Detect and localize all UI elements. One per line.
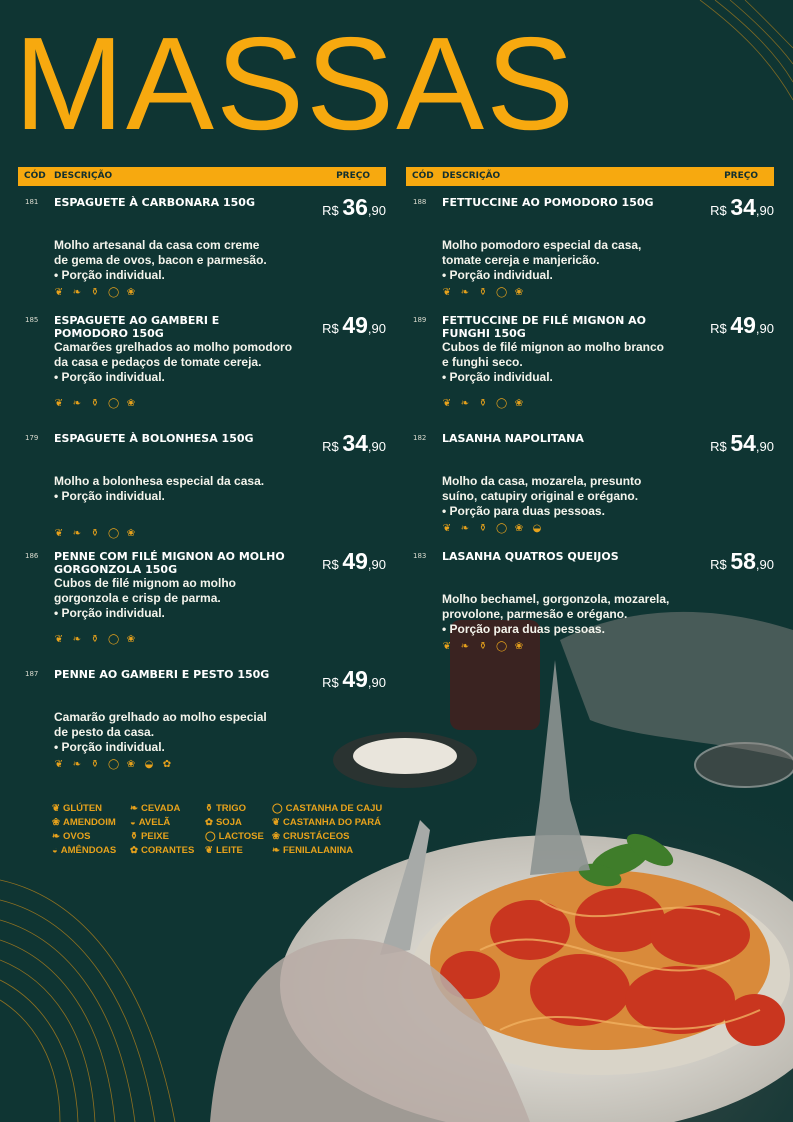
price-decimal: ,90 [755,321,774,336]
description-line: • Porção para duas pessoas. [442,504,605,518]
price-currency: R$ [322,675,343,690]
column-header [18,167,386,186]
legend-item [52,816,130,830]
description-line: Molho artesanal da casa com creme [54,238,260,252]
item-name: FETTUCCINE AO POMODORO 150G [442,196,654,209]
description-line: • Porção individual. [54,740,165,754]
legend-label: AMÊNDOAS [60,845,117,856]
allergen-legend [52,802,392,858]
price-integer: 36 [342,194,368,220]
price-integer: 34 [730,194,756,220]
allergen-icon: ❦ [54,634,64,645]
legend-item [205,830,272,844]
item-price [710,548,774,575]
price-integer: 54 [730,430,756,456]
allergen-icon: ⚱ [478,398,488,409]
header-cod: CÓD [412,171,434,181]
item-price [322,430,386,457]
menu-item [406,422,774,540]
item-price [322,666,386,693]
price-currency: R$ [322,439,343,454]
item-code: 187 [25,670,39,678]
legend-item [272,844,392,858]
allergen-icon: ⚱ [478,523,488,534]
item-price [322,548,386,575]
legend-item [205,844,272,858]
description-line: suíno, catupiry original e orégano. [442,489,639,503]
allergen-icon: ◯ [108,398,120,409]
allergen-icons [442,524,542,534]
allergen-icon: ❀ [514,398,524,409]
legend-label: AMENDOIM [62,817,116,828]
price-currency: R$ [710,557,731,572]
description-line: • Porção individual. [54,268,165,282]
allergen-icon: ❧ [460,398,470,409]
description-line: da casa e pedaços de tomate cereja. [54,355,262,369]
description-line: Camarões grelhados ao molho pomodoro [54,340,293,354]
item-description [442,340,714,385]
allergen-icon: ⚱ [478,287,488,298]
menu-column-right [406,167,774,658]
item-description [442,474,714,519]
legend-label: PEIXE [140,831,169,842]
allergen-icon: ◯ [108,759,120,770]
description-line: Molho bechamel, gorgonzola, mozarela, [442,592,670,606]
description-line: de gema de ovos, bacon e parmesão. [54,253,267,267]
allergen-icon: ⚱ [90,634,100,645]
menu-column-left [18,167,386,776]
peixe-icon: ⚱ [130,831,138,842]
header-desc: DESCRIÇÃO [54,171,113,181]
description-line: Cubos de filé mignon ao molho branco [442,340,665,354]
menu-item [18,186,386,304]
allergen-icons [54,399,136,409]
description-line: • Porção para duas pessoas. [442,622,605,636]
description-line: • Porção individual. [54,370,165,384]
allergen-icon: ⚱ [478,641,488,652]
cevada-icon: ❧ [130,803,138,814]
allergen-icon: ❀ [126,634,136,645]
allergen-icons [54,760,172,770]
price-currency: R$ [710,439,731,454]
item-name: LASANHA NAPOLITANA [442,432,584,445]
legend-label: SOJA [215,817,242,828]
allergen-icon: ❦ [442,523,452,534]
price-decimal: ,90 [367,321,386,336]
legend-label: CASTANHA DE CAJU [285,803,383,814]
legend-item [272,830,392,844]
item-code: 188 [413,198,427,206]
allergen-icon: ❀ [126,759,136,770]
allergen-icons [54,529,136,539]
legend-label: AVELÃ [138,817,171,828]
avela-icon: ◒ [130,817,136,828]
allergen-icon: ❀ [126,287,136,298]
item-code: 185 [25,316,39,324]
legend-label: OVOS [62,831,91,842]
description-line: Molho a bolonhesa especial da casa. [54,474,265,488]
allergen-icon: ⚱ [90,287,100,298]
allergen-icon: ◒ [532,523,542,534]
allergen-icon: ❦ [54,528,64,539]
item-code: 181 [25,198,39,206]
allergen-icon: ❧ [460,641,470,652]
amendoas-icon: ◒ [52,845,58,856]
legend-label: CRUSTÁCEOS [282,831,350,842]
allergen-icons [442,288,524,298]
legend-item [205,802,272,816]
legend-item [205,816,272,830]
ovos-icon: ❧ [52,831,60,842]
description-line: de pesto da casa. [54,725,155,739]
price-currency: R$ [710,321,731,336]
amendoim-icon: ❀ [52,817,60,828]
price-currency: R$ [322,203,343,218]
price-integer: 49 [342,312,368,338]
item-name: PENNE AO GAMBERI E PESTO 150G [54,668,270,681]
item-price [710,312,774,339]
allergen-icon: ✿ [162,759,172,770]
legend-label: CEVADA [140,803,181,814]
allergen-icon: ❧ [72,287,82,298]
item-price [710,430,774,457]
price-decimal: ,90 [367,203,386,218]
allergen-icons [442,399,524,409]
item-price [322,194,386,221]
legend-label: FENILALANINA [282,845,354,856]
allergen-icon: ◯ [496,287,508,298]
description-line: provolone, parmesão e orégano. [442,607,628,621]
item-name: PENNE COM FILÉ MIGNON AO MOLHO GORGONZOLA 150G [54,550,285,576]
allergen-icon: ❀ [126,398,136,409]
item-code: 186 [25,552,39,560]
allergen-icon: ❀ [514,287,524,298]
allergen-icon: ◒ [144,759,154,770]
menu-item [406,540,774,658]
legend-label: LEITE [215,845,243,856]
item-code: 182 [413,434,427,442]
legend-item [130,830,205,844]
allergen-icon: ❀ [126,528,136,539]
price-decimal: ,90 [367,439,386,454]
allergen-icon: ◯ [496,398,508,409]
description-line: Molho da casa, mozarela, presunto [442,474,642,488]
price-integer: 58 [730,548,756,574]
item-price [710,194,774,221]
legend-item [52,830,130,844]
price-integer: 49 [342,548,368,574]
legend-item [272,802,392,816]
description-line: Camarão grelhado ao molho especial [54,710,267,724]
allergen-icon: ◯ [496,641,508,652]
menu-item [406,304,774,422]
item-name: ESPAGUETE AO GAMBERI E POMODORO 150G [54,314,220,340]
item-description [442,592,714,637]
legend-label: GLÚTEN [62,803,103,814]
item-code: 189 [413,316,427,324]
header-desc: DESCRIÇÃO [442,171,501,181]
item-description [54,576,326,621]
corantes-icon: ✿ [130,845,138,856]
allergen-icon: ❧ [72,634,82,645]
item-price [322,312,386,339]
allergen-icon: ❀ [514,641,524,652]
allergen-icon: ⚱ [90,398,100,409]
price-currency: R$ [710,203,731,218]
price-decimal: ,90 [755,203,774,218]
trigo-icon: ⚱ [205,803,213,814]
menu-items-right [406,186,774,658]
allergen-icon: ❧ [72,759,82,770]
allergen-icon: ❧ [72,398,82,409]
allergen-icon: ⚱ [90,528,100,539]
description-line: Molho pomodoro especial da casa, [442,238,642,252]
description-line: gorgonzola e crisp de parma. [54,591,221,605]
item-description [54,474,326,504]
item-code: 179 [25,434,39,442]
price-decimal: ,90 [755,557,774,572]
page-title: MASSAS [14,10,577,157]
menu-item [18,422,386,540]
price-decimal: ,90 [367,675,386,690]
legend-item [52,844,130,858]
item-description [442,238,714,283]
allergen-icons [442,642,524,652]
description-line: • Porção individual. [54,606,165,620]
description-line: • Porção individual. [54,489,165,503]
price-decimal: ,90 [367,557,386,572]
menu-items-left [18,186,386,776]
description-line: tomate cereja e manjericão. [442,253,600,267]
price-integer: 49 [342,666,368,692]
allergen-icon: ❦ [442,398,452,409]
menu-item [18,304,386,422]
allergen-icon: ❧ [72,528,82,539]
price-currency: R$ [322,557,343,572]
price-integer: 49 [730,312,756,338]
item-name: FETTUCCINE DE FILÉ MIGNON AO FUNGHI 150G [442,314,646,340]
allergen-icon: ⚱ [90,759,100,770]
allergen-icon: ◯ [108,287,120,298]
description-line: Cubos de filé mignom ao molho [54,576,237,590]
item-code: 183 [413,552,427,560]
leite-icon: ❦ [205,845,213,856]
allergen-icon: ◯ [108,634,120,645]
allergen-icon: ❦ [54,287,64,298]
allergen-icon: ❦ [54,398,64,409]
soja-icon: ✿ [205,817,213,828]
header-cod: CÓD [24,171,46,181]
allergen-icons [54,288,136,298]
item-name: ESPAGUETE À BOLONHESA 150G [54,432,254,445]
allergen-icon: ❧ [460,287,470,298]
castanha-para-icon: ❦ [272,817,280,828]
allergen-icon: ❦ [442,641,452,652]
allergen-icon: ❦ [442,287,452,298]
item-name: ESPAGUETE À CARBONARA 150G [54,196,255,209]
allergen-icon: ◯ [496,523,508,534]
item-name: LASANHA QUATROS QUEIJOS [442,550,619,563]
castanha-caju-icon: ◯ [272,803,283,814]
price-currency: R$ [322,321,343,336]
price-integer: 34 [342,430,368,456]
gluten-icon: ❦ [52,803,60,814]
legend-item [52,802,130,816]
item-description [54,238,326,283]
item-description [54,340,326,385]
column-header [406,167,774,186]
legend-label: LACTOSE [218,831,264,842]
price-decimal: ,90 [755,439,774,454]
legend-item [130,802,205,816]
fenilalanina-icon: ❧ [272,845,280,856]
description-line: • Porção individual. [442,370,553,384]
menu-item [18,540,386,658]
legend-item [272,816,392,830]
menu-item [406,186,774,304]
header-price: PREÇO [724,171,758,181]
allergen-icons [54,635,136,645]
legend-label: CORANTES [140,845,195,856]
header-price: PREÇO [336,171,370,181]
legend-item [130,844,205,858]
description-line: e funghi seco. [442,355,523,369]
item-description [54,710,326,755]
legend-label: CASTANHA DO PARÁ [282,817,381,828]
crustaceos-icon: ❀ [272,831,280,842]
legend-item [130,816,205,830]
allergen-icon: ❀ [514,523,524,534]
allergen-icon: ❧ [460,523,470,534]
legend-label: TRIGO [215,803,247,814]
description-line: • Porção individual. [442,268,553,282]
menu-item [18,658,386,776]
allergen-icon: ◯ [108,528,120,539]
allergen-icon: ❦ [54,759,64,770]
lactose-icon: ◯ [205,831,216,842]
